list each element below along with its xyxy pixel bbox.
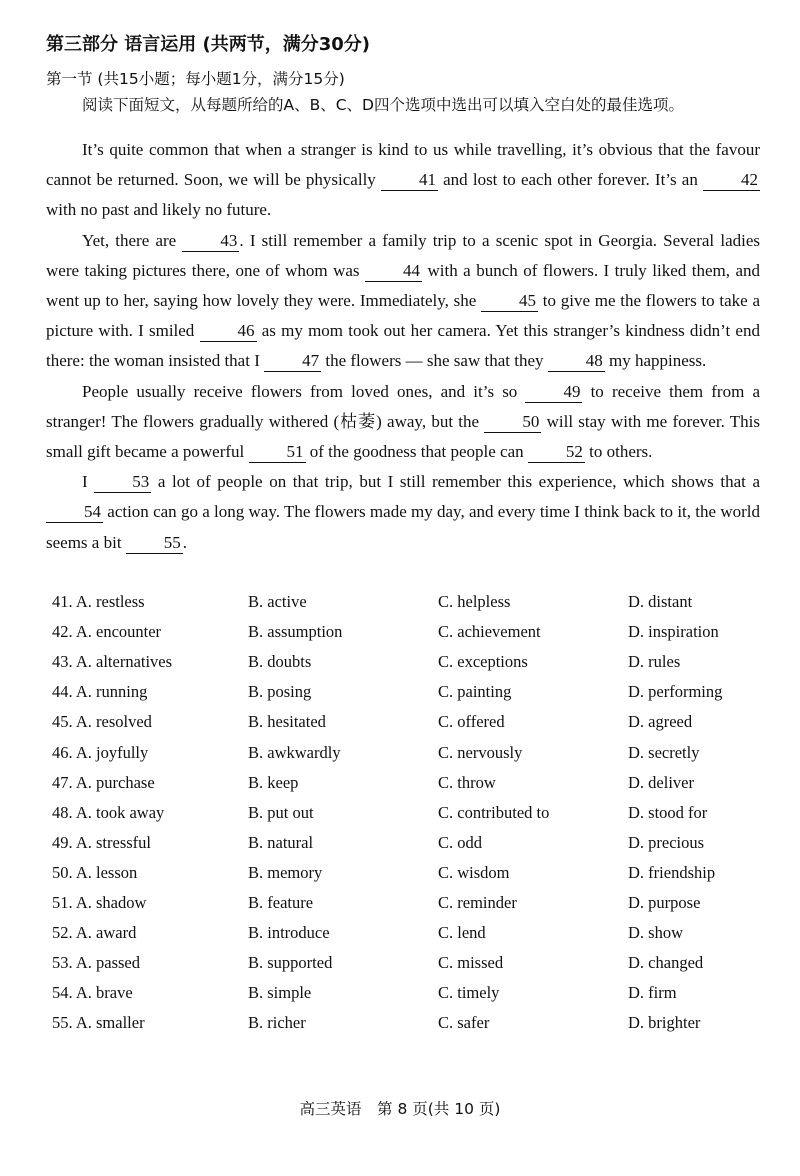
passage-text: as my mom took out her camera. Yet this stranger’s kindness didn’t end there: the woman insisted that I: [46, 321, 760, 371]
option-a: 49. A. stressful: [52, 832, 151, 852]
blank-47: 47: [264, 351, 321, 372]
cloze-passage: [46, 135, 760, 558]
passage-text: a lot of people on that trip, but I still remember this experience, which shows that a: [151, 472, 760, 492]
question-row-42: [52, 617, 772, 647]
section-title: 第一节 (共15小题；每小题1分，满分15分): [46, 70, 345, 88]
option-c: C. odd: [438, 832, 483, 852]
option-a: 47. A. purchase: [52, 772, 155, 792]
option-d: D. performing: [628, 682, 723, 702]
option-b: B. richer: [248, 1013, 306, 1033]
passage-text: I: [82, 472, 95, 492]
option-c: C. missed: [438, 953, 504, 973]
option-b: B. feature: [248, 892, 314, 912]
question-row-49: [52, 828, 772, 858]
option-c: C. contributed to: [438, 802, 550, 822]
option-c: C. exceptions: [438, 652, 528, 672]
passage-text: with a bunch of flowers. I truly liked them, and went up to her, saying how lovely they were. Immediately, she: [46, 260, 760, 311]
passage-text: of the goodness that people can: [305, 442, 528, 462]
passage-text: . I still remember a family trip to a scenic spot in Georgia. Several ladies were taking pictures there, one of whom was: [46, 230, 760, 280]
option-d: D. brighter: [628, 1013, 701, 1033]
instruction-text: 阅读下面短文，从每题所给的A、B、C、D四个选项中选出可以填入空白处的最佳选项。: [82, 96, 684, 114]
option-d: D. inspiration: [628, 622, 719, 642]
option-b: B. assumption: [248, 622, 343, 642]
passage-text: to give me the flowers to take a picture with. I smiled: [46, 291, 760, 341]
passage-text: It’s quite common that when a stranger is kind to us while travelling, it’s obvious that the favour cannot be returned. Soon, we will be physically: [46, 140, 760, 190]
question-row-46: [52, 737, 772, 767]
option-b: B. posing: [248, 682, 312, 702]
question-row-44: [52, 677, 772, 707]
option-d: D. purpose: [628, 892, 701, 912]
option-a: 52. A. award: [52, 923, 137, 943]
option-d: D. changed: [628, 953, 704, 973]
option-b: B. put out: [248, 802, 314, 822]
option-d: D. agreed: [628, 712, 693, 732]
option-c: C. helpless: [438, 592, 511, 612]
option-a: 50. A. lesson: [52, 862, 138, 882]
option-d: D. distant: [628, 592, 693, 612]
option-a: 45. A. resolved: [52, 712, 152, 732]
option-a: 55. A. smaller: [52, 1013, 145, 1033]
option-c: C. wisdom: [438, 862, 510, 882]
blank-52: 52: [528, 442, 585, 463]
part-title: 第三部分 语言运用 (共两节，满分30分): [46, 34, 371, 55]
option-a: 41. A. restless: [52, 592, 145, 612]
option-a: 43. A. alternatives: [52, 652, 173, 672]
page-footer: 高三英语 第 8 页(共 10 页): [299, 1100, 501, 1118]
option-c: C. safer: [438, 1013, 490, 1033]
question-row-45: [52, 707, 772, 737]
option-b: B. hesitated: [248, 712, 326, 732]
question-row-48: [52, 798, 772, 828]
option-d: D. rules: [628, 652, 681, 672]
passage-text: my happiness.: [604, 351, 707, 371]
option-a: 46. A. joyfully: [52, 742, 149, 762]
blank-42: 42: [703, 170, 760, 191]
option-a: 51. A. shadow: [52, 892, 147, 912]
question-row-50: [52, 858, 772, 888]
answer-options: [52, 587, 772, 1038]
question-row-43: [52, 647, 772, 677]
passage-text: People usually receive flowers from loved ones, and it’s so: [82, 381, 526, 401]
option-c: C. timely: [438, 983, 500, 1003]
passage-text: and lost to each other forever. It’s an: [437, 170, 704, 190]
option-b: B. active: [248, 592, 307, 612]
blank-43: 43: [182, 231, 239, 252]
option-c: C. lend: [438, 923, 486, 943]
blank-53: 53: [94, 472, 151, 493]
option-d: D. friendship: [628, 862, 716, 882]
passage-text: Yet, there are: [82, 230, 183, 250]
blank-41: 41: [381, 170, 438, 191]
option-b: B. awkwardly: [248, 742, 341, 762]
passage-text: will stay with me forever. This small gift became a powerful: [46, 411, 760, 462]
passage-text: action can go a long way. The flowers made my day, and every time I think back to it, the world seems a bit: [46, 502, 760, 552]
question-row-54: [52, 978, 772, 1008]
option-d: D. firm: [628, 983, 677, 1003]
passage-text: with no past and likely no future.: [46, 200, 272, 220]
question-row-55: [52, 1008, 772, 1038]
blank-50: 50: [484, 412, 541, 433]
question-row-47: [52, 768, 772, 798]
option-c: C. nervously: [438, 742, 523, 762]
passage-text: the flowers — she saw that they: [321, 351, 548, 371]
option-a: 44. A. running: [52, 682, 148, 702]
blank-55: 55: [126, 533, 183, 554]
option-c: C. throw: [438, 772, 496, 792]
paragraph-1: [46, 135, 760, 226]
blank-45: 45: [481, 291, 538, 312]
question-row-51: [52, 888, 772, 918]
option-d: D. precious: [628, 832, 705, 852]
blank-44: 44: [365, 261, 422, 282]
option-b: B. introduce: [248, 923, 330, 943]
passage-text: to others.: [584, 442, 653, 462]
option-d: D. stood for: [628, 802, 708, 822]
option-c: C. offered: [438, 712, 505, 732]
question-row-53: [52, 948, 772, 978]
blank-54: 54: [46, 502, 103, 523]
option-b: B. supported: [248, 953, 333, 973]
paragraph-2: [46, 226, 760, 377]
passage-text: .: [182, 532, 188, 552]
option-b: B. simple: [248, 983, 312, 1003]
option-d: D. show: [628, 923, 684, 943]
question-row-52: [52, 918, 772, 948]
option-c: C. achievement: [438, 622, 541, 642]
option-b: B. doubts: [248, 652, 312, 672]
option-a: 54. A. brave: [52, 983, 133, 1003]
blank-51: 51: [249, 442, 306, 463]
option-c: C. painting: [438, 682, 512, 702]
option-c: C. reminder: [438, 892, 517, 912]
option-a: 42. A. encounter: [52, 622, 162, 642]
option-b: B. keep: [248, 772, 299, 792]
passage-text: to receive them from a stranger! The flowers gradually withered (枯萎) away, but the: [46, 381, 760, 431]
option-a: 53. A. passed: [52, 953, 140, 973]
blank-46: 46: [200, 321, 257, 342]
option-d: D. deliver: [628, 772, 694, 792]
option-b: B. natural: [248, 832, 314, 852]
question-row-41: [52, 587, 772, 617]
blank-48: 48: [548, 351, 605, 372]
option-d: D. secretly: [628, 742, 700, 762]
option-b: B. memory: [248, 862, 323, 882]
paragraph-3: [46, 377, 760, 468]
option-a: 48. A. took away: [52, 802, 165, 822]
paragraph-4: [46, 467, 760, 558]
blank-49: 49: [525, 382, 582, 403]
